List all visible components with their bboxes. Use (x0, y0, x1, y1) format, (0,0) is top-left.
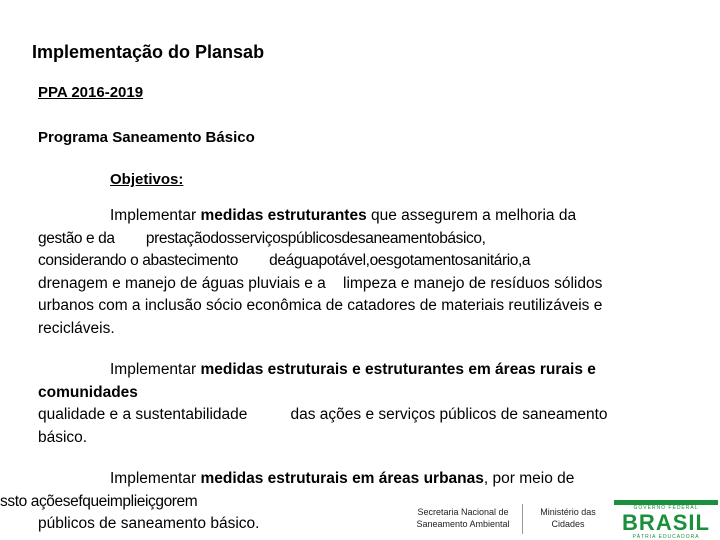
governo-federal-logo (614, 500, 718, 540)
text-run: Implementar (110, 470, 201, 487)
paragraph-line (0, 468, 700, 491)
objective-paragraph-1 (38, 205, 698, 340)
paragraph-line: recicláveis. (38, 319, 115, 337)
logo-main-text: BRASIL (622, 510, 710, 535)
paragraph-line: urbanos com a inclusão sócio econômica de catadores de materiais reutilizáveis e (38, 297, 603, 314)
paragraph-line: gestão e da prestaçãodosserviçospúblicosdesaneamentobásico, (38, 229, 486, 247)
paragraph-line: públicos de saneamento básico. (38, 515, 260, 532)
paragraph-line: considerando o abastecimento deáguapotável,oesgotamentosanitário,a (38, 252, 531, 269)
text-run: Implementar (110, 207, 201, 224)
objetivos-label: Objetivos: (110, 171, 184, 188)
logo-bottom-text: PÁTRIA EDUCADORA (632, 534, 700, 540)
objective-paragraph-2 (38, 359, 698, 449)
paragraph-line (38, 359, 698, 382)
ppa-heading: PPA 2016-2019 (38, 84, 144, 101)
slide-title: Implementação do Plansab (32, 42, 265, 62)
text-run: que assegurem a melhoria da (366, 207, 577, 224)
paragraph-line: qualidade e a sustentabilidade das ações e serviços públicos de saneamento (38, 406, 608, 423)
paragraph-line: drenagem e manejo de águas pluviais e a limpeza e manejo de resíduos sólidos (38, 274, 603, 292)
paragraph-line: básico. (38, 428, 88, 446)
paragraph-line (38, 205, 698, 228)
footer-ministerio: Ministério das Cidades (540, 507, 596, 529)
text-run: Implementar (110, 361, 201, 378)
logo-top-text: GOVERNO FEDERAL (633, 505, 699, 511)
programa-heading: Programa Saneamento Básico (38, 129, 255, 146)
bold-text: comunidades (38, 383, 138, 401)
text-run: , por meio de (483, 470, 575, 487)
footer-secretaria: Secretaria Nacional de Saneamento Ambiental (416, 507, 510, 529)
paragraph-line: ssto açõesefqueimplieiçgorem (0, 492, 198, 510)
paragraph-line (38, 382, 698, 405)
bold-text: medidas estruturais e estruturantes em áreas rurais e (200, 361, 596, 378)
footer-divider (522, 504, 523, 534)
bold-text: medidas estruturantes (200, 207, 367, 224)
bold-text: medidas estruturais em áreas urbanas (200, 470, 484, 487)
